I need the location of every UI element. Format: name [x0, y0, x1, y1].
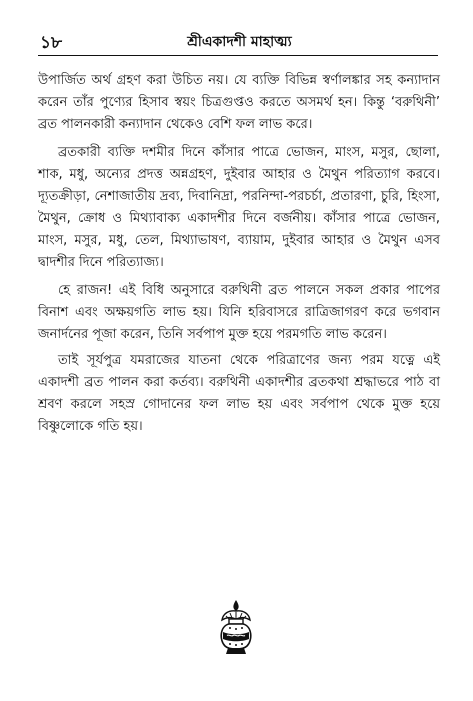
paragraph: হে রাজন! এই বিধি অনুসারে বরুথিনী ব্রত পালনে সকল প্রকার পাপের বিনাশ এবং অক্ষয়গতি লাভ হয়। যিনি হরিবাসরে রাত্রিজাগরণ করে ভগবান জনার্দনের পূজা করেন, তিনি সর্বপাপ মুক্ত হয়ে পরমগতি লাভ করেন।	[38, 283, 440, 342]
page-number: ১৮	[40, 33, 63, 53]
body-text	[38, 70, 440, 444]
header-rule	[38, 55, 438, 56]
paragraph: উপার্জিত অর্থ গ্রহণ করা উচিত নয়। যে ব্যক্তি বিভিন্ন স্বর্ণালঙ্কার সহ কন্যাদান করেন তাঁর পুণ্যের হিসাব স্বয়ং চিত্রগুপ্তও করতে অসমর্থ হন। কিন্তু ‘বরুথিনী’ ব্রত পালনকারী কন্যাদান থেকেও বেশি ফল লাভ করে।	[38, 73, 440, 132]
running-title: শ্রীএকাদশী মাহাত্ম্য	[187, 34, 292, 50]
paragraph: ব্রতকারী ব্যক্তি দশমীর দিনে কাঁসার পাত্রে ভোজন, মাংস, মসুর, ছোলা, শাক, মধু, অন্যের প্রদত্ত অন্নগ্রহণ, দুইবার আহার ও মৈথুন পরিত্যাগ করবে। দ্যূতক্রীড়া, নেশাজাতীয় দ্রব্য, দিবানিদ্রা, পরনিন্দা-পরচর্চা, প্রতারণা, চুরি, হিংসা, মৈথুন, ক্রোধ ও মিথ্যাবাক্য একাদশীর দিনে বর্জনীয়। কাঁসার পাত্রে ভোজন, মাংস, মসুর, মধু, তেল, মিথ্যাভাষণ, ব্যায়াম, দুইবার আহার ও মৈথুন এসব দ্বাদশীর দিনে পরিত্যাজ্য।	[38, 145, 440, 270]
page-header	[40, 30, 439, 54]
paragraph: তাই সূর্যপুত্র যমরাজের যাতনা থেকে পরিত্রাণের জন্য পরম যত্নে এই একাদশী ব্রত পালন করা কর্তব্য। বরুথিনী একাদশীর ব্রতকথা শ্রদ্ধাভরে পাঠ বা শ্রবণ করলে সহস্র গোদানের ফল লাভ হয় এবং সর্বপাপ থেকে মুক্ত হয়ে বিষ্ণুলোকে গতি হয়।	[38, 353, 440, 434]
kalash-ornament-icon	[216, 598, 256, 656]
